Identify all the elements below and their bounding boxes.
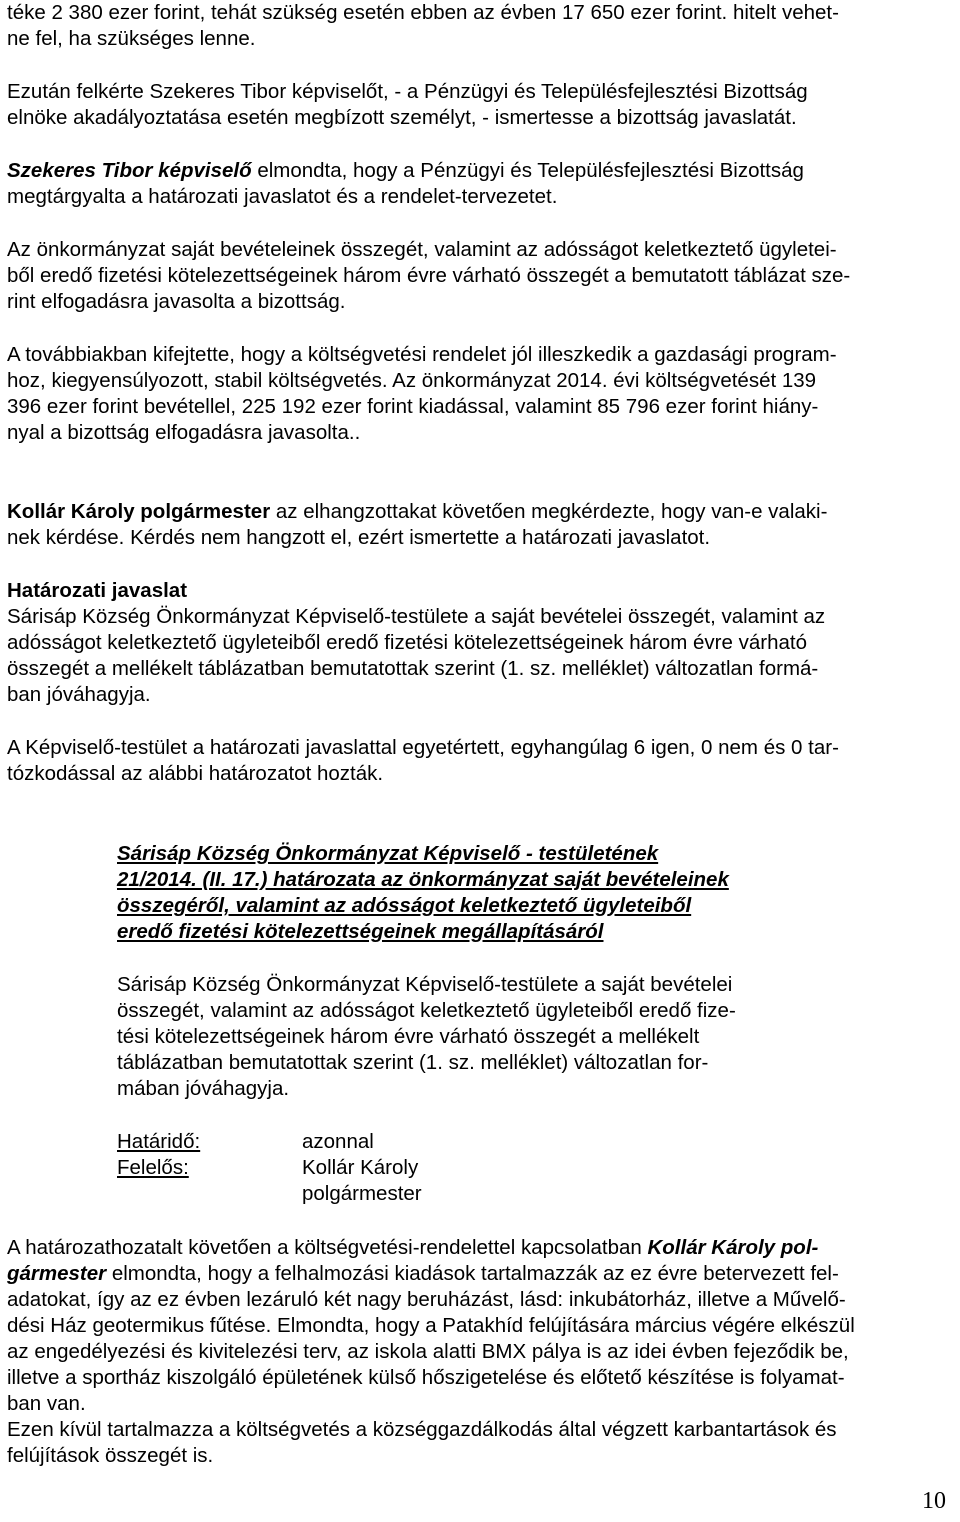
tovabb-line-3: 396 ezer forint bevétellel, 225 192 ezer forint kiadással, valamint 85 796 ezer forint hiány- bbox=[7, 395, 819, 418]
responsible-title: polgármester bbox=[302, 1182, 422, 1205]
last-line-2: felújítások összegét is. bbox=[7, 1444, 214, 1467]
tovabb-line-4: nyal a bizottság elfogadásra javasolta.. bbox=[7, 421, 361, 444]
proposal-line-4: ban jóváhagyja. bbox=[7, 683, 151, 706]
szekeres-text-1: elmondta, hogy a Pénzügyi és Településfejlesztési Bizottság bbox=[257, 159, 804, 182]
onkorm-line-3: rint elfogadásra javasolta a bizottság. bbox=[7, 290, 346, 313]
responsible-value: Kollár Károly bbox=[302, 1156, 419, 1179]
resolution-body-2: összegét, valamint az adósságot keletkeztető ügyleteiből eredő fize- bbox=[117, 999, 736, 1022]
resolution-body-3: tési kötelezettségeinek három évre várható összegét a mellékelt bbox=[117, 1025, 700, 1048]
kollar-line-2: nek kérdése. Kérdés nem hangzott el, ezért ismertette a határozati javaslatot. bbox=[7, 526, 711, 549]
onkorm-line-2: ből eredő fizetési kötelezettségeinek három évre várható összegét a bemutatott táblázat sze- bbox=[7, 264, 851, 287]
deadline-value: azonnal bbox=[302, 1130, 374, 1153]
intro-text-1: téke 2 380 ezer forint, tehát szükség esetén ebben az évben 17 650 ezer forint. hitelt vehet- bbox=[7, 1, 839, 24]
resolution-body-1: Sárisáp Község Önkormányzat Képviselő-testülete a saját bevételei bbox=[117, 973, 733, 996]
request-line-1: Ezután felkérte Szekeres Tibor képviselőt, - a Pénzügyi és Településfejlesztési Bizottság bbox=[7, 80, 808, 103]
request-line-2: elnöke akadályoztatása esetén megbízott személyt, - ismertesse a bizottság javaslatát. bbox=[7, 106, 797, 129]
tovabb-line-1: A továbbiakban kifejtette, hogy a költségvetési rendelet jól illeszkedik a gazdasági program- bbox=[7, 343, 837, 366]
mayor-line-7: ban van. bbox=[7, 1392, 86, 1415]
mayor-line-5: az engedélyezési és kivitelezési terv, az iskola alatti BMX pálya is az idei évben fejeződik be, bbox=[7, 1340, 849, 1363]
speaker-name: Kollár Károly pol- bbox=[647, 1236, 819, 1259]
speaker-name: Kollár Károly polgármester bbox=[7, 500, 271, 523]
onkorm-line-1: Az önkormányzat saját bevételeinek összegét, valamint az adósságot keletkeztető ügyletei- bbox=[7, 238, 837, 261]
tovabb-line-2: hoz, kiegyensúlyozott, stabil költségvetés. Az önkormányzat 2014. évi költségvetését 139 bbox=[7, 369, 817, 392]
mayor-line-4: dési Ház geotermikus fűtése. Elmondta, hogy a Patakhíd felújítására március végére elkészül bbox=[7, 1314, 855, 1337]
vote-line-2: tózkodással az alábbi határozatot hozták. bbox=[7, 762, 384, 785]
szekeres-line-1 bbox=[7, 158, 804, 184]
kollar-line-1 bbox=[7, 499, 827, 525]
last-line-1: Ezen kívül tartalmazza a költségvetés a községgazdálkodás által végzett karbantartások és bbox=[7, 1418, 837, 1441]
resolution-title-1: Sárisáp Község Önkormányzat Képviselő - testületének bbox=[117, 842, 659, 865]
page-number: 10 bbox=[922, 1488, 946, 1514]
deadline-label: Határidő: bbox=[117, 1130, 201, 1153]
mayor-text-2: elmondta, hogy a felhalmozási kiadások tartalmazzák az ez évre betervezett fel- bbox=[111, 1262, 839, 1285]
proposal-heading: Határozati javaslat bbox=[7, 579, 188, 602]
resolution-body-5: mában jóváhagyja. bbox=[117, 1077, 290, 1100]
resolution-title-3: összegéről, valamint az adósságot keletkeztető ügyleteiből bbox=[117, 894, 692, 917]
proposal-line-2: adósságot keletkeztető ügyleteiből eredő fizetési kötelezettségeinek három évre várható bbox=[7, 631, 807, 654]
mayor-text-1: A határozathozatalt követően a költségvetési-rendelettel kapcsolatban bbox=[7, 1236, 642, 1259]
mayor-line-1 bbox=[7, 1235, 818, 1261]
szekeres-line-2: megtárgyalta a határozati javaslatot és a rendelet-tervezetet. bbox=[7, 185, 558, 208]
resolution-title-4: eredő fizetési kötelezettségeinek megállapításáról bbox=[117, 920, 604, 943]
resolution-body-4: táblázatban bemutatottak szerint (1. sz. melléklet) változatlan for- bbox=[117, 1051, 709, 1074]
mayor-line-6: illetve a sportház kiszolgáló épületének külső hőszigetelése és előtető készítése is folyamat- bbox=[7, 1366, 845, 1389]
kollar-text-1: az elhangzottakat követően megkérdezte, hogy van-e valaki- bbox=[275, 500, 828, 523]
responsible-label: Felelős: bbox=[117, 1156, 189, 1179]
speaker-name: Szekeres Tibor képviselő bbox=[7, 159, 252, 182]
resolution-title-2: 21/2014. (II. 17.) határozata az önkormányzat saját bevételeinek bbox=[117, 868, 729, 891]
speaker-name-cont: gármester bbox=[7, 1262, 107, 1285]
intro-line-2: ne fel, ha szükséges lenne. bbox=[7, 27, 256, 50]
proposal-line-3: összegét a mellékelt táblázatban bemutatottak szerint (1. sz. melléklet) változatlan formá- bbox=[7, 657, 819, 680]
mayor-line-2 bbox=[7, 1261, 839, 1287]
vote-line-1: A Képviselő-testület a határozati javaslattal egyetértett, egyhangúlag 6 igen, 0 nem és 0 tar- bbox=[7, 736, 839, 759]
mayor-line-3: adatokat, így az ez évben lezáruló két nagy beruházást, lásd: inkubátorház, illetve a Művelő- bbox=[7, 1288, 846, 1311]
proposal-line-1: Sárisáp Község Önkormányzat Képviselő-testülete a saját bevételei összegét, valamint az bbox=[7, 605, 826, 628]
intro-line-1 bbox=[7, 0, 953, 26]
